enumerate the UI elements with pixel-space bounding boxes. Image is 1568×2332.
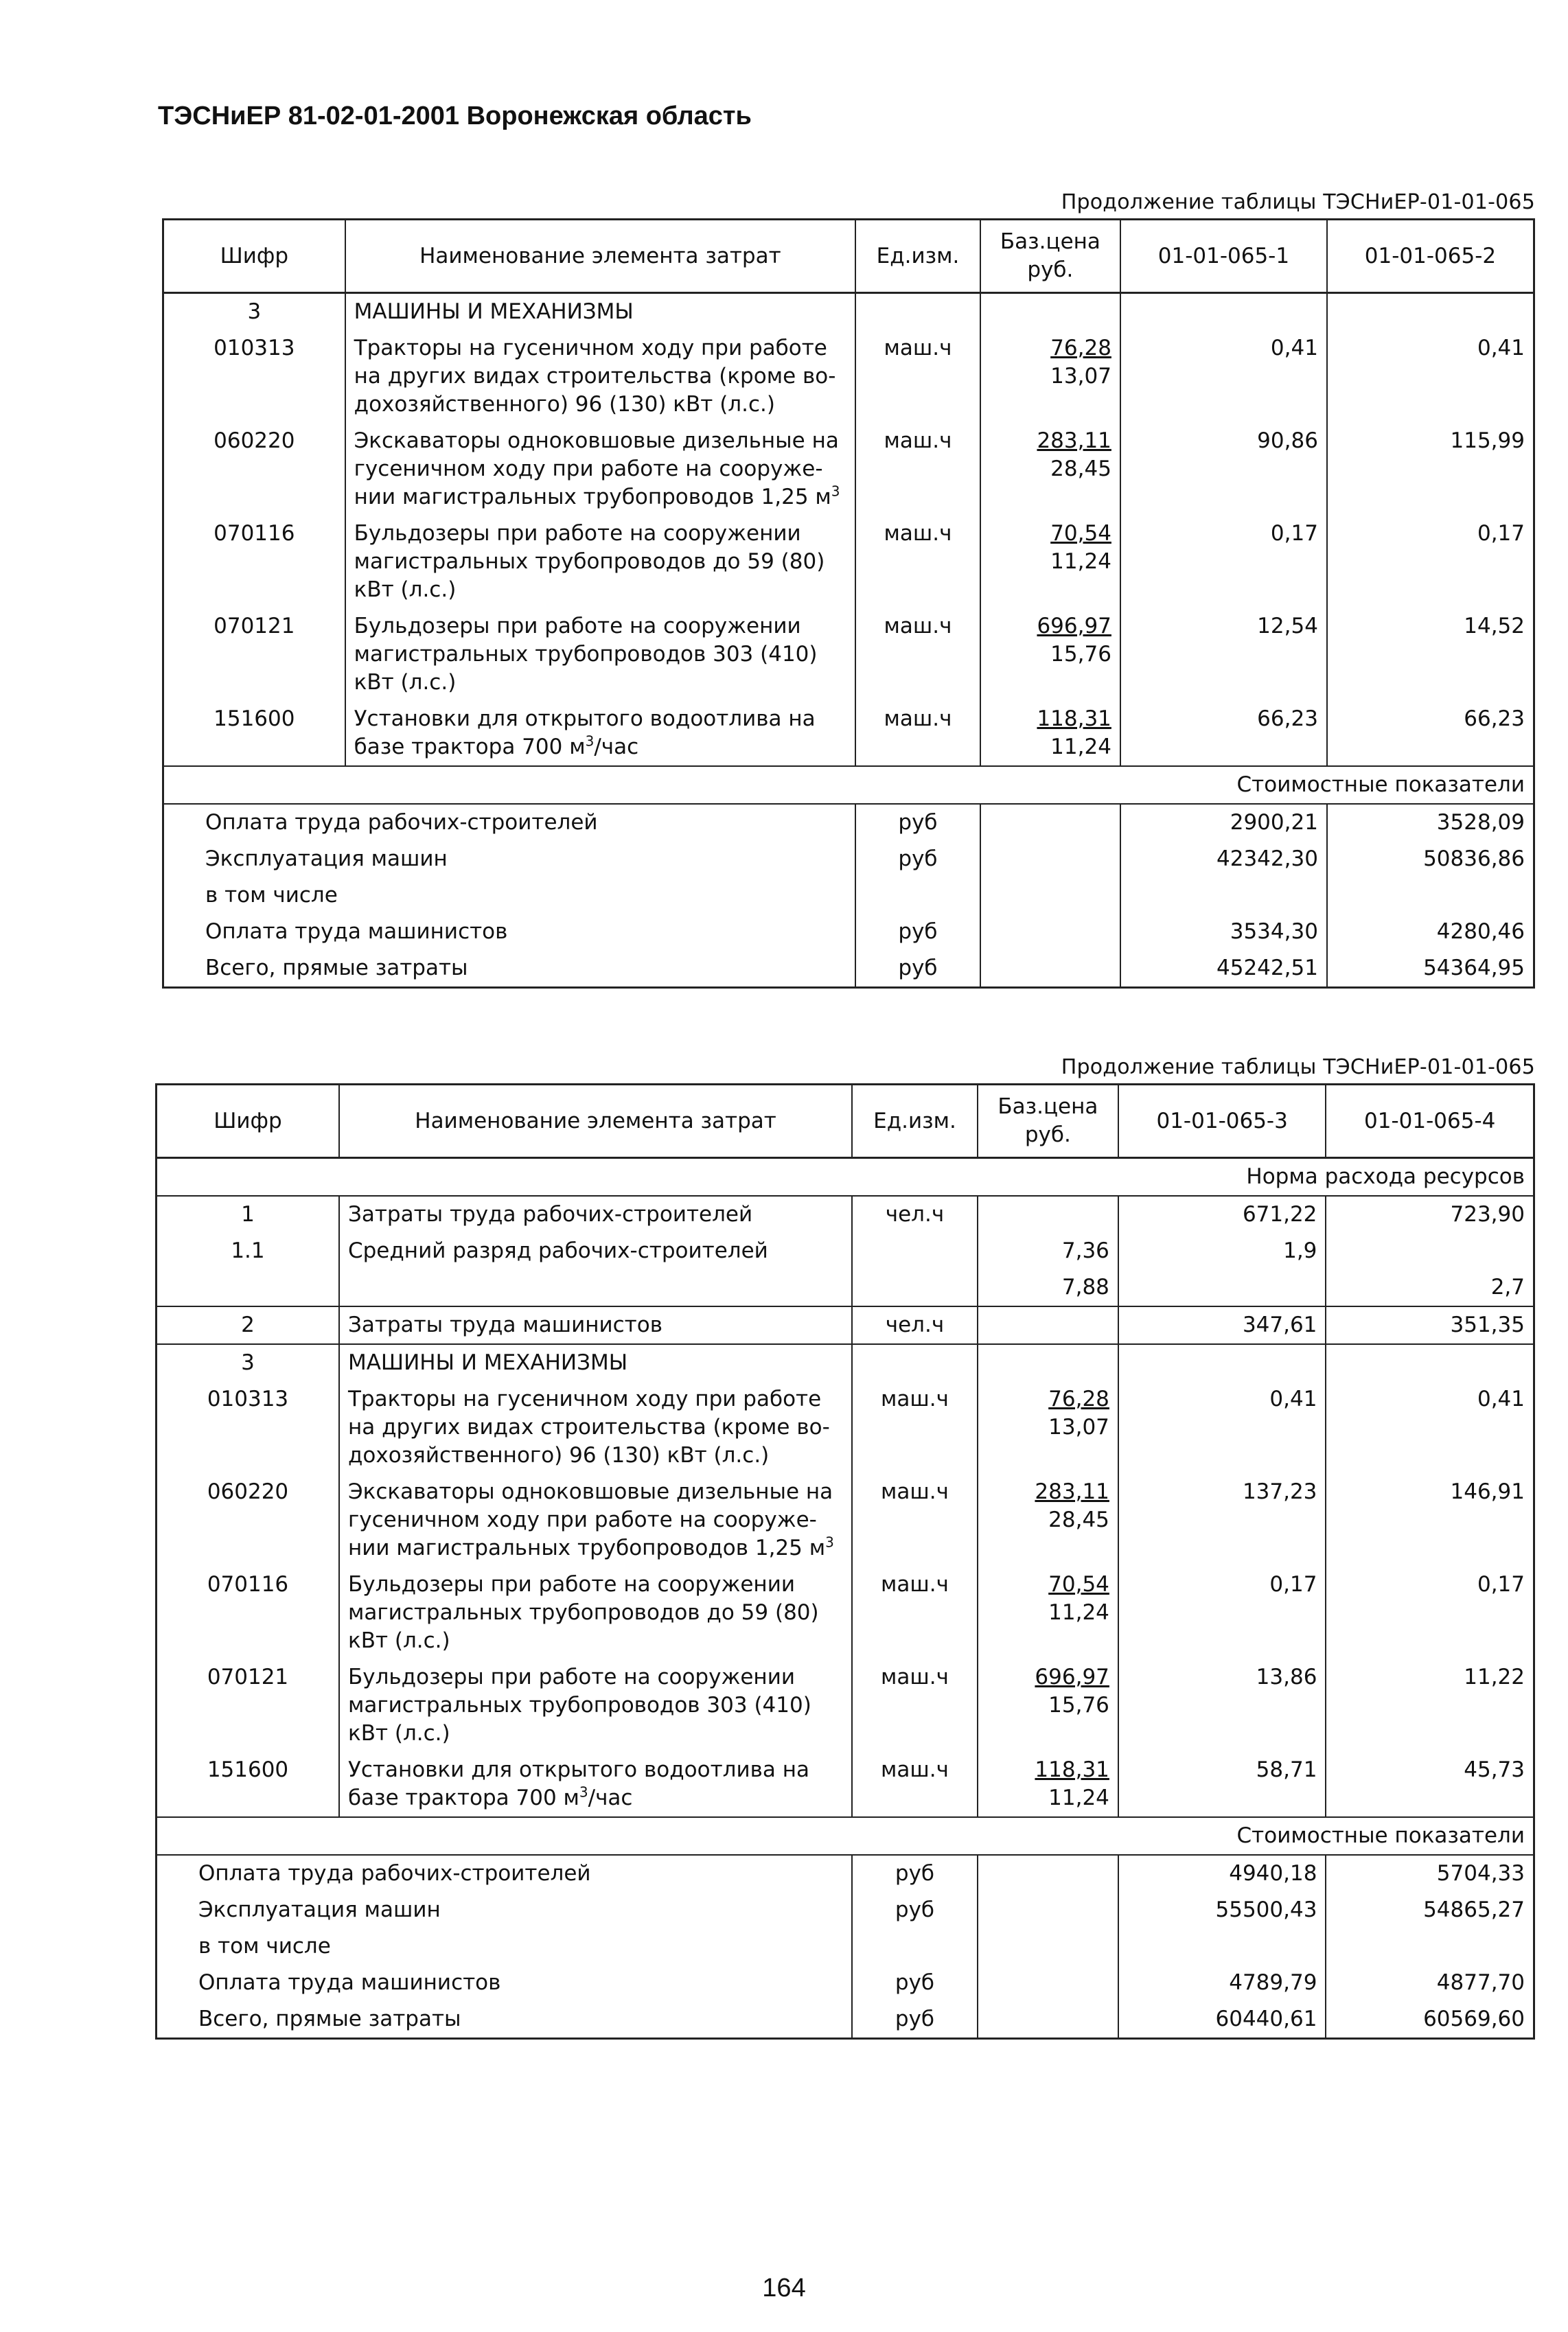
summary-unit: руб bbox=[855, 841, 980, 877]
rates-table-1 bbox=[162, 218, 1535, 989]
price-base: 696,97 bbox=[1037, 614, 1111, 638]
row-name-text: Бульдозеры при работе на сооружении магистральных трубопроводов 303 (410) кВт (л.с.) bbox=[347, 1665, 811, 1746]
row-name-text: Тракторы на гусеничном ходу при работе на других видах строительства (кроме во-дохозяйственного) 96 (130) кВт (л.с.) bbox=[347, 1387, 830, 1468]
row-price bbox=[978, 1196, 1118, 1233]
row-name-text: Экскаваторы одноковшовые дизельные на гусеничном ходу при работе на сооруже-нии магистральных трубопроводов 1,25 м bbox=[354, 428, 839, 509]
price-labor: 15,76 bbox=[1050, 642, 1111, 667]
row-value-1: 0,17 bbox=[1118, 1567, 1326, 1659]
row-code: 010313 bbox=[163, 330, 345, 423]
row-price bbox=[980, 423, 1120, 516]
empty-cell bbox=[1327, 293, 1534, 331]
summary-value-2 bbox=[1327, 877, 1534, 914]
summary-label: Оплата труда машинистов bbox=[163, 914, 856, 950]
summary-value-2: 3528,09 bbox=[1327, 804, 1534, 841]
row-name bbox=[339, 1269, 852, 1306]
row-value-1: 347,61 bbox=[1118, 1306, 1326, 1344]
summary-row bbox=[163, 804, 1534, 841]
column-header-v1: 01-01-065-3 bbox=[1118, 1085, 1326, 1158]
column-header-v1: 01-01-065-1 bbox=[1120, 220, 1327, 293]
row-value-1: 1,9 bbox=[1118, 1233, 1326, 1269]
row-value-2: 351,35 bbox=[1326, 1306, 1534, 1344]
row-code: 010313 bbox=[157, 1381, 339, 1474]
summary-unit: руб bbox=[852, 1892, 978, 1928]
table-row bbox=[157, 1381, 1534, 1474]
row-price bbox=[980, 608, 1120, 701]
row-value-2: 723,90 bbox=[1326, 1196, 1534, 1233]
price-labor: 11,24 bbox=[1048, 1600, 1109, 1625]
norm-label-row bbox=[157, 1158, 1534, 1197]
row-value-2 bbox=[1326, 1233, 1534, 1269]
column-header-unit: Ед.изм. bbox=[855, 220, 980, 293]
summary-label: Всего, прямые затраты bbox=[163, 950, 856, 988]
row-value-1: 0,41 bbox=[1120, 330, 1327, 423]
summary-row bbox=[163, 841, 1534, 877]
row-unit bbox=[852, 1269, 978, 1306]
row-value-1 bbox=[1118, 1269, 1326, 1306]
summary-value-1 bbox=[1118, 1928, 1326, 1965]
section-code: 3 bbox=[157, 1344, 339, 1381]
row-value-2: 0,41 bbox=[1327, 330, 1534, 423]
row-unit: маш.ч bbox=[855, 608, 980, 701]
summary-value-2: 50836,86 bbox=[1327, 841, 1534, 877]
table-row bbox=[157, 1474, 1534, 1567]
summary-unit bbox=[852, 1928, 978, 1965]
row-price bbox=[978, 1474, 1118, 1567]
summary-value-1: 4940,18 bbox=[1118, 1855, 1326, 1892]
row-value-1: 671,22 bbox=[1118, 1196, 1326, 1233]
summary-value-2: 54364,95 bbox=[1327, 950, 1534, 988]
rates-table-2 bbox=[155, 1083, 1535, 2040]
superscript: 3 bbox=[579, 1783, 588, 1801]
row-unit: маш.ч bbox=[852, 1381, 978, 1474]
row-value-2: 66,23 bbox=[1327, 701, 1534, 766]
section-name: МАШИНЫ И МЕХАНИЗМЫ bbox=[345, 293, 855, 331]
row-price bbox=[978, 1752, 1118, 1817]
summary-label: Эксплуатация машин bbox=[157, 1892, 853, 1928]
price-base: 76,28 bbox=[1048, 1387, 1109, 1411]
summary-label: Всего, прямые затраты bbox=[157, 2001, 853, 2039]
empty-cell bbox=[978, 1928, 1118, 1965]
summary-unit: руб bbox=[852, 1965, 978, 2001]
row-price bbox=[980, 330, 1120, 423]
price-labor: 28,45 bbox=[1050, 457, 1111, 481]
summary-value-1: 45242,51 bbox=[1120, 950, 1327, 988]
price-labor: 28,45 bbox=[1048, 1508, 1109, 1532]
cost-label-row bbox=[163, 766, 1534, 804]
row-name bbox=[339, 1659, 852, 1752]
summary-unit: руб bbox=[855, 914, 980, 950]
summary-label: в том числе bbox=[163, 877, 856, 914]
summary-value-1: 42342,30 bbox=[1120, 841, 1327, 877]
summary-value-2: 54865,27 bbox=[1326, 1892, 1534, 1928]
row-value-1: 0,41 bbox=[1118, 1381, 1326, 1474]
row-name bbox=[345, 516, 855, 608]
row-name bbox=[345, 608, 855, 701]
row-value-2: 0,17 bbox=[1327, 516, 1534, 608]
superscript: 3 bbox=[825, 1534, 834, 1551]
summary-row bbox=[157, 2001, 1534, 2039]
price-base: 70,54 bbox=[1048, 1572, 1109, 1597]
row-price: 7,88 bbox=[978, 1269, 1118, 1306]
table-row bbox=[157, 1196, 1534, 1233]
row-value-2: 11,22 bbox=[1326, 1659, 1534, 1752]
row-value-1: 58,71 bbox=[1118, 1752, 1326, 1817]
row-value-2: 2,7 bbox=[1326, 1269, 1534, 1306]
row-name bbox=[339, 1381, 852, 1474]
summary-unit: руб bbox=[855, 804, 980, 841]
row-unit: маш.ч bbox=[855, 423, 980, 516]
price-base: 118,31 bbox=[1035, 1757, 1109, 1782]
section-row bbox=[157, 1344, 1534, 1381]
empty-cell bbox=[980, 841, 1120, 877]
table-row bbox=[163, 516, 1534, 608]
row-value-1: 137,23 bbox=[1118, 1474, 1326, 1567]
table-continuation-caption: Продолжение таблицы ТЭСНиЕР-01-01-065 bbox=[1061, 1055, 1535, 1079]
price-base: 283,11 bbox=[1037, 428, 1111, 453]
summary-label: Оплата труда машинистов bbox=[157, 1965, 853, 2001]
superscript: 3 bbox=[585, 732, 595, 750]
row-value-1: 66,23 bbox=[1120, 701, 1327, 766]
row-name-text: Экскаваторы одноковшовые дизельные на гусеничном ходу при работе на сооруже-нии магистральных трубопроводов 1,25 м bbox=[347, 1479, 833, 1560]
summary-row bbox=[157, 1965, 1534, 2001]
row-value-2: 146,91 bbox=[1326, 1474, 1534, 1567]
row-name-text: Установки для открытого водоотлива на базе трактора 700 м bbox=[347, 1757, 809, 1810]
row-name: Затраты труда рабочих-строителей bbox=[339, 1196, 852, 1233]
row-name-text: Тракторы на гусеничном ходу при работе на других видах строительства (кроме во-дохозяйственного) 96 (130) кВт (л.с.) bbox=[354, 336, 836, 417]
section-code: 3 bbox=[163, 293, 345, 331]
row-price bbox=[980, 516, 1120, 608]
row-name bbox=[345, 330, 855, 423]
summary-unit bbox=[855, 877, 980, 914]
cost-label-row-text: Стоимостные показатели bbox=[163, 766, 1534, 804]
row-price bbox=[978, 1381, 1118, 1474]
row-value-1: 13,86 bbox=[1118, 1659, 1326, 1752]
summary-unit: руб bbox=[852, 1855, 978, 1892]
row-price: 7,36 bbox=[978, 1233, 1118, 1269]
summary-value-1: 55500,43 bbox=[1118, 1892, 1326, 1928]
summary-label: в том числе bbox=[157, 1928, 853, 1965]
cost-label-row-text: Стоимостные показатели bbox=[157, 1817, 1534, 1855]
empty-cell bbox=[978, 1965, 1118, 2001]
table-row bbox=[157, 1269, 1534, 1306]
row-code: 2 bbox=[157, 1306, 339, 1344]
summary-row bbox=[163, 950, 1534, 988]
summary-value-1: 2900,21 bbox=[1120, 804, 1327, 841]
summary-unit: руб bbox=[852, 2001, 978, 2039]
summary-label: Эксплуатация машин bbox=[163, 841, 856, 877]
price-labor: 11,24 bbox=[1050, 549, 1111, 574]
row-name-text: Бульдозеры при работе на сооружении магистральных трубопроводов 303 (410) кВт (л.с.) bbox=[354, 614, 818, 695]
row-code: 151600 bbox=[157, 1752, 339, 1817]
summary-value-1: 60440,61 bbox=[1118, 2001, 1326, 2039]
column-header-name: Наименование элемента затрат bbox=[339, 1085, 852, 1158]
empty-cell bbox=[980, 914, 1120, 950]
column-header-code: Шифр bbox=[157, 1085, 339, 1158]
summary-label: Оплата труда рабочих-строителей bbox=[157, 1855, 853, 1892]
summary-row bbox=[157, 1855, 1534, 1892]
table-row bbox=[163, 701, 1534, 766]
summary-value-1 bbox=[1120, 877, 1327, 914]
empty-cell bbox=[1326, 1344, 1534, 1381]
empty-cell bbox=[852, 1344, 978, 1381]
price-labor: 11,24 bbox=[1050, 735, 1111, 759]
summary-value-1: 4789,79 bbox=[1118, 1965, 1326, 2001]
row-code: 070116 bbox=[163, 516, 345, 608]
cost-label-row bbox=[157, 1817, 1534, 1855]
empty-cell bbox=[978, 1892, 1118, 1928]
price-base: 283,11 bbox=[1035, 1479, 1109, 1504]
row-code bbox=[157, 1269, 339, 1306]
row-code: 070121 bbox=[163, 608, 345, 701]
page-number: 164 bbox=[762, 2274, 806, 2302]
row-name: Средний разряд рабочих-строителей bbox=[339, 1233, 852, 1269]
column-header-name: Наименование элемента затрат bbox=[345, 220, 855, 293]
empty-cell bbox=[978, 1344, 1118, 1381]
row-name bbox=[345, 701, 855, 766]
price-labor: 13,07 bbox=[1050, 364, 1111, 389]
empty-cell bbox=[1118, 1344, 1326, 1381]
row-name bbox=[339, 1567, 852, 1659]
price-labor: 11,24 bbox=[1048, 1786, 1109, 1810]
row-code: 060220 bbox=[163, 423, 345, 516]
column-header-price: Баз.цена руб. bbox=[978, 1085, 1118, 1158]
row-unit: чел.ч bbox=[852, 1196, 978, 1233]
summary-unit: руб bbox=[855, 950, 980, 988]
column-header-v2: 01-01-065-4 bbox=[1326, 1085, 1534, 1158]
summary-value-2: 60569,60 bbox=[1326, 2001, 1534, 2039]
empty-cell bbox=[978, 2001, 1118, 2039]
row-value-1: 0,17 bbox=[1120, 516, 1327, 608]
price-base: 70,54 bbox=[1050, 521, 1111, 546]
summary-label: Оплата труда рабочих-строителей bbox=[163, 804, 856, 841]
row-value-1: 90,86 bbox=[1120, 423, 1327, 516]
summary-value-1: 3534,30 bbox=[1120, 914, 1327, 950]
summary-row bbox=[157, 1892, 1534, 1928]
table-header-row bbox=[157, 1085, 1534, 1158]
row-code: 151600 bbox=[163, 701, 345, 766]
row-unit: маш.ч bbox=[852, 1567, 978, 1659]
row-code: 070121 bbox=[157, 1659, 339, 1752]
empty-cell bbox=[980, 804, 1120, 841]
summary-row bbox=[163, 877, 1534, 914]
row-unit: маш.ч bbox=[855, 330, 980, 423]
row-unit: маш.ч bbox=[855, 701, 980, 766]
row-value-2: 0,17 bbox=[1326, 1567, 1534, 1659]
summary-value-2 bbox=[1326, 1928, 1534, 1965]
table-row bbox=[163, 423, 1534, 516]
row-code: 070116 bbox=[157, 1567, 339, 1659]
superscript: 3 bbox=[831, 483, 840, 500]
table-row bbox=[157, 1752, 1534, 1817]
section-row bbox=[163, 293, 1534, 331]
row-name bbox=[339, 1752, 852, 1817]
summary-value-2: 4280,46 bbox=[1327, 914, 1534, 950]
empty-cell bbox=[855, 293, 980, 331]
summary-row bbox=[163, 914, 1534, 950]
table-row bbox=[163, 330, 1534, 423]
table-row bbox=[163, 608, 1534, 701]
row-unit: маш.ч bbox=[855, 516, 980, 608]
section-name: МАШИНЫ И МЕХАНИЗМЫ bbox=[339, 1344, 852, 1381]
row-value-2: 14,52 bbox=[1327, 608, 1534, 701]
table-row bbox=[157, 1659, 1534, 1752]
column-header-unit: Ед.изм. bbox=[852, 1085, 978, 1158]
table-row bbox=[157, 1567, 1534, 1659]
summary-value-2: 5704,33 bbox=[1326, 1855, 1534, 1892]
row-price bbox=[978, 1306, 1118, 1344]
empty-cell bbox=[980, 293, 1120, 331]
row-code: 1.1 bbox=[157, 1233, 339, 1269]
table-header-row bbox=[163, 220, 1534, 293]
summary-value-2: 4877,70 bbox=[1326, 1965, 1534, 2001]
row-name-text: Бульдозеры при работе на сооружении магистральных трубопроводов до 59 (80) кВт (л.с.) bbox=[354, 521, 825, 602]
row-name-suffix: /час bbox=[588, 1786, 633, 1810]
table-row bbox=[157, 1233, 1534, 1269]
row-value-2: 115,99 bbox=[1327, 423, 1534, 516]
row-name-text: Установки для открытого водоотлива на базе трактора 700 м bbox=[354, 706, 816, 759]
row-unit: маш.ч bbox=[852, 1752, 978, 1817]
row-code: 1 bbox=[157, 1196, 339, 1233]
norm-label-row-text: Норма расхода ресурсов bbox=[157, 1158, 1534, 1197]
row-unit: маш.ч bbox=[852, 1659, 978, 1752]
row-price bbox=[980, 701, 1120, 766]
table-row bbox=[157, 1306, 1534, 1344]
price-base: 76,28 bbox=[1050, 336, 1111, 360]
row-unit bbox=[852, 1233, 978, 1269]
row-name-suffix: /час bbox=[594, 735, 639, 759]
summary-row bbox=[157, 1928, 1534, 1965]
price-labor: 15,76 bbox=[1048, 1693, 1109, 1718]
column-header-price: Баз.цена руб. bbox=[980, 220, 1120, 293]
column-header-code: Шифр bbox=[163, 220, 345, 293]
empty-cell bbox=[1120, 293, 1327, 331]
row-unit: чел.ч bbox=[852, 1306, 978, 1344]
row-code: 060220 bbox=[157, 1474, 339, 1567]
table-continuation-caption: Продолжение таблицы ТЭСНиЕР-01-01-065 bbox=[1061, 190, 1535, 214]
row-name-text: Бульдозеры при работе на сооружении магистральных трубопроводов до 59 (80) кВт (л.с.) bbox=[347, 1572, 819, 1653]
column-header-v2: 01-01-065-2 bbox=[1327, 220, 1534, 293]
row-price bbox=[978, 1567, 1118, 1659]
price-base: 696,97 bbox=[1035, 1665, 1109, 1689]
row-name bbox=[345, 423, 855, 516]
row-value-2: 45,73 bbox=[1326, 1752, 1534, 1817]
row-value-1: 12,54 bbox=[1120, 608, 1327, 701]
row-price bbox=[978, 1659, 1118, 1752]
row-name: Затраты труда машинистов bbox=[339, 1306, 852, 1344]
empty-cell bbox=[978, 1855, 1118, 1892]
price-labor: 13,07 bbox=[1048, 1415, 1109, 1440]
price-base: 118,31 bbox=[1037, 706, 1111, 731]
row-value-2: 0,41 bbox=[1326, 1381, 1534, 1474]
row-unit: маш.ч bbox=[852, 1474, 978, 1567]
row-name bbox=[339, 1474, 852, 1567]
document-title: ТЭСНиЕР 81-02-01-2001 Воронежская область bbox=[158, 102, 752, 130]
empty-cell bbox=[980, 950, 1120, 988]
empty-cell bbox=[980, 877, 1120, 914]
